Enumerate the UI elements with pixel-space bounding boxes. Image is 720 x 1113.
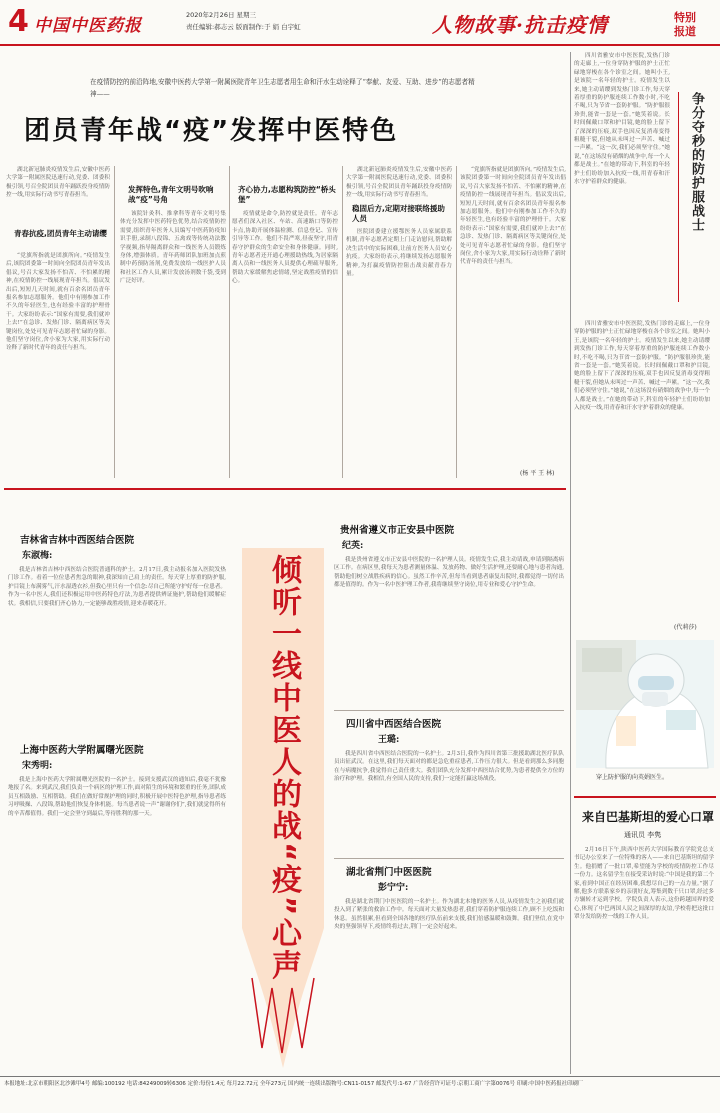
masthead-logo: 中国中医药报 [34,16,142,36]
divider [334,858,564,859]
voice-hospital: 贵州省遵义市正安县中医院 [340,525,455,536]
divider [334,710,564,711]
subhead-4: 稳固后方,定期对接联络援助人员 [352,204,445,223]
header-rule [0,44,720,46]
divider [114,166,115,478]
side-story-title-text: 争分夺秒的防护服战士 [689,92,704,232]
divider [570,52,571,1074]
divider [229,166,230,478]
voice-hospital: 四川省中西医结合医院 [346,719,442,730]
main-kicker: 在疫情防控的前沿阵地,安徽中医药大学第一附属医院青年卫生志愿者用生命和汗水生动诠释了“奉献、友爱、互助、进步”的志愿者精神—— [90,78,475,98]
page-number: 4 [8,4,29,39]
voice-body: 我是湖北省荆门中医医院的一名护士。作为湖北本地的医务人员,从疫情发生之初我们就投入到了紧张的救治工作中。每天面对大量发热患者,我们穿着防护服连续工作,顾不上吃饭和休息。虽然很累,但看到全国各地的医疗队伍前来支援,我们倍感温暖和鼓舞。我们坚信,在党中央的坚强领导下,疫情终将过去,荆门一定会好起来。 [334,899,564,931]
pakistan-story-byline: 通讯员 李隽 [624,831,662,839]
photo-caption: 穿上防护服的向英娟医生。 [596,774,669,781]
voice-hospital: 吉林省吉林中西医结合医院 [20,535,135,546]
voice-body: 我是贵州省遵义市正安县中医院的一名护理人员。疫情发生后,我主动请战,申请到隔离病区工作。在病区里,我每天为患者测量体温、发放药物、做好生活护理,还要耐心地与患者沟通,帮助他们树立战胜疾病的信心。虽然工作辛苦,但每当看到患者康复出院时,我都觉得一切付出都是值得的。作为一名中医护理工作者,我将继续坚守岗位,用专业和爱心守护生命。 [334,557,564,589]
voice-person: 王璐: [378,735,400,745]
main-byline: (杨 平 王 林) [520,470,555,477]
side-story-byline: (代莉莎) [674,624,697,631]
main-headline: 团员青年战“疫”发挥中医特色 [24,116,399,146]
footer-rule [0,1076,720,1077]
pakistan-story-title: 来自巴基斯坦的爱心口罩 [582,810,715,824]
section-title: 人物故事·抗击疫情 [432,13,608,37]
column-2-body: 该院针灸科、推拿科等青年文明号集体充分发挥中医药特色优势,结合疫情防控需要,组织青年医务人员编写中医药防疫知识手册,录制八段锦、五禽戏等传统功法教学视频,指导隔离群众和一线医务人员锻炼身体,增强体质。青年药师团队加班加点煎制中药预防汤剂,免费发放给一线医护人员和社区工作人员,累计发放汤剂数千袋,受到广泛好评。 [120,211,226,285]
voice-body: 我是吉林省吉林中西医结合医院普通科的护士。2月17日,我主动报名加入医院发热门诊工作。看着一位位患者焦急的眼神,我深知自己肩上的责任。每天穿上厚重的防护服,护目镜上布满雾气,汗水湿透衣衫,但我心里只有一个信念:尽自己所能守护好每一位患者。作为一名中医人,我们还积极运用中医药特色疗法,为患者提供辨证施护,帮助他们缓解症状。我相信,只要我们齐心协力,一定能够战胜疫情,迎来春暖花开。 [8,567,227,607]
column-3-body: 疫情就是命令,防控就是责任。青年志愿者们深入社区、车站、高速路口等防控卡点,协助开展体温检测、信息登记、宣传引导等工作。他们不畏严寒,昼夜坚守,用青春守护群众的生命安全和身体健康。同时,青年志愿者还开通心理援助热线,为居家隔离人员和一线医务人员提供心理疏导服务,帮助大家缓解焦虑情绪,坚定战胜疫情的信心。 [232,211,338,285]
nurse-photo [576,640,714,768]
divider [456,166,457,478]
voice-person: 纪英: [342,541,364,551]
voices-banner [232,548,334,1068]
page-header [0,0,720,46]
side-story-title [678,92,709,302]
main-lead: 湖北新冠肺炎疫情发生后,安徽中医药大学第一附属医院迅速行动,党委、团委积极引领,号召全院团员青年踊跃投身疫情防控一线,用实际行动书写青春担当。 [6,167,110,199]
voice-body: 我是上海中医药大学附属曙光医院的一名护士。接到支援武汉的通知后,我毫不犹豫地报了名。来到武汉,我们负责一个病区的护理工作,面对陌生的环境和繁重的任务,团队成员互相鼓励、互相帮助。我们在做好常规护理的同时,积极开展中医特色护理,指导患者练习呼吸操、八段锦,帮助他们恢复身体机能。每当患者说一声“谢谢你们”,我们就觉得所有的辛苦都值得。我们一定会坚守到最后,等待胜利的那一天。 [8,777,226,817]
divider [4,488,566,490]
subhead-2: 发挥特色,青年文明号吹响战“疫”号角 [128,185,214,204]
section-tag-2: 报道 [674,25,696,38]
voice-hospital: 湖北省荆门中医医院 [346,867,432,878]
subhead-1: 青春抗疫,团员青年主动请缨 [14,229,107,238]
pakistan-story-body: 2月16日下午,陕西中医药大学国际教育学院党总支书记办公室来了一位特殊的客人——来自巴基斯坦的留学生。他捐赠了一批口罩,希望能为学校的疫情防控工作尽一份力。这名留学生在接受采访时说:“中国是我的第二个家,看到中国正在经历困难,我想尽自己的一点力量。”据了解,他多方联系家乡的亲朋好友,筹集到数千只口罩,经过多方辗转才运到学校。学院负责人表示,这份跨越国界的爱心,体现了中巴两国人民之间深厚的友谊,学校将把这批口罩分发给防控一线的工作人员。 [574,847,714,921]
column-4-top: 湖北新冠肺炎疫情发生后,安徽中医药大学第一附属医院迅速行动,党委、团委积极引领,号召全院团员青年踊跃投身疫情防控一线,用实际行动书写青春担当。 [346,167,452,199]
footer-info: 本报地址:北京市朝阳区北沙滩甲4号 邮编:100192 电话:84249009转6306 定价:每份1.4元 每月22.72元 全年273元 国内统一连续出版物号:CN11-0157 邮发代号:1-67 广告经营许可证号:京朝工商广字第0076号 印刷:中国中医药报社印刷厂 [4,1081,584,1087]
voice-hospital: 上海中医药大学附属曙光医院 [20,745,144,756]
voice-body: 我是四川省中西医结合医院的一名护士。2月3日,我作为四川省第三批援助湖北医疗队队员出征武汉。在这里,我们每天面对的都是急危重症患者,工作压力很大。但是看到那么多同胞在与病魔抗争,我觉得自己责任重大。我们团队充分发挥中西医结合优势,为患者提供全方位的治疗和护理。我相信,有全国人民的支持,我们一定能打赢这场战役。 [334,751,564,783]
side-story-body: 四川省雅安市中医医院,发热门诊的走廊上,一位身穿防护服的护士正忙碌地穿梭在各个诊室之间。她叫小王,是该院一名年轻的护士。疫情发生以来,她主动请缨到发热门诊工作,每天穿着厚重的防护服连续工作数小时,不吃不喝,只为节省一套防护服。“防护服很珍贵,能省一套是一套。”她笑着说。长时间佩戴口罩和护目镜,她的脸上留下了深深的压痕,双手也因反复消毒变得粗糙干裂,但她从未叫过一声苦、喊过一声累。“这一次,我们必须坚守住。”她说,“在这场没有硝烟的战争中,每一个人都是战士。”在她的带动下,科室的年轻护士们纷纷加入抗疫一线,用青春和汗水守护着群众的健康。 [574,321,710,412]
column-4-body: 医院团委建立援鄂医务人员家属联系机制,青年志愿者定期上门走访慰问,帮助解决生活中的实际困难,让前方医务人员安心抗疫。大家纷纷表示,将继续发扬志愿服务精神,为打赢疫情防控阻击战贡献青春力量。 [346,229,452,278]
side-story-body-top: 四川省雅安市中医医院,发热门诊的走廊上,一位身穿防护服的护士正忙碌地穿梭在各个诊室之间。她叫小王,是该院一名年轻的护士。疫情发生以来,她主动请缨到发热门诊工作,每天穿着厚重的防护服连续工作数小时,不吃不喝,只为节省一套防护服。“防护服很珍贵,能省一套是一套。”她笑着说。长时间佩戴口罩和护目镜,她的脸上留下了深深的压痕,双手也因反复消毒变得粗糙干裂,但她从未叫过一声苦、喊过一声累。“这一次,我们必须坚守住。”她说,“在这场没有硝烟的战争中,每一个人都是战士。”在她的带动下,科室的年轻护士们纷纷加入抗疫一线,用青春和汗水守护着群众的健康。 [574,53,670,186]
issue-date: 2020年2月26日 星期三 [186,11,257,19]
divider [574,796,716,798]
voice-person: 彭宁宁: [378,883,409,893]
section-tag-1: 特别 [674,11,696,24]
editor-line: 责任编辑:郝志云 版面制作:于 娟 白宇虹 [186,23,301,31]
voice-person: 宋秀明: [22,761,53,771]
divider [342,166,343,478]
voice-person: 东淑梅: [22,551,53,561]
column-5-body: “党旗所指就是团旗所向。”疫情发生后,该院团委第一时间向全院团员青年发出倡议,号召大家发扬不怕苦、不怕累的精神,在疫情防控一线展现青年担当。倡议发出后,短短几天时间,就有百余名团员青年报名参加志愿服务。他们中有刚参加工作不久的年轻医生,也有经验丰富的护理骨干。大家纷纷表示:“国家有需要,我们就冲上去!”在急诊、发热门诊、隔离病区等关键岗位,处处可见青年志愿者忙碌的身影。他们坚守岗位,舍小家为大家,用实际行动诠释了新时代青年的责任与担当。 [460,167,566,266]
voices-title: 倾听一线中医人的战“疫”心声 [266,554,301,982]
subhead-3: 齐心协力,志愿构筑防控“桥头堡” [238,185,336,204]
column-1-body: “党旗所指就是团旗所向。”疫情发生后,该院团委第一时间向全院团员青年发出倡议,号召大家发扬不怕苦、不怕累的精神,在疫情防控一线展现青年担当。倡议发出后,短短几天时间,就有百余名团员青年报名参加志愿服务。他们中有刚参加工作不久的年轻医生,也有经验丰富的护理骨干。大家纷纷表示:“国家有需要,我们就冲上去!”在急诊、发热门诊、隔离病区等关键岗位,处处可见青年志愿者忙碌的身影。他们坚守岗位,舍小家为大家,用实际行动诠释了新时代青年的责任与担当。 [6,253,110,352]
